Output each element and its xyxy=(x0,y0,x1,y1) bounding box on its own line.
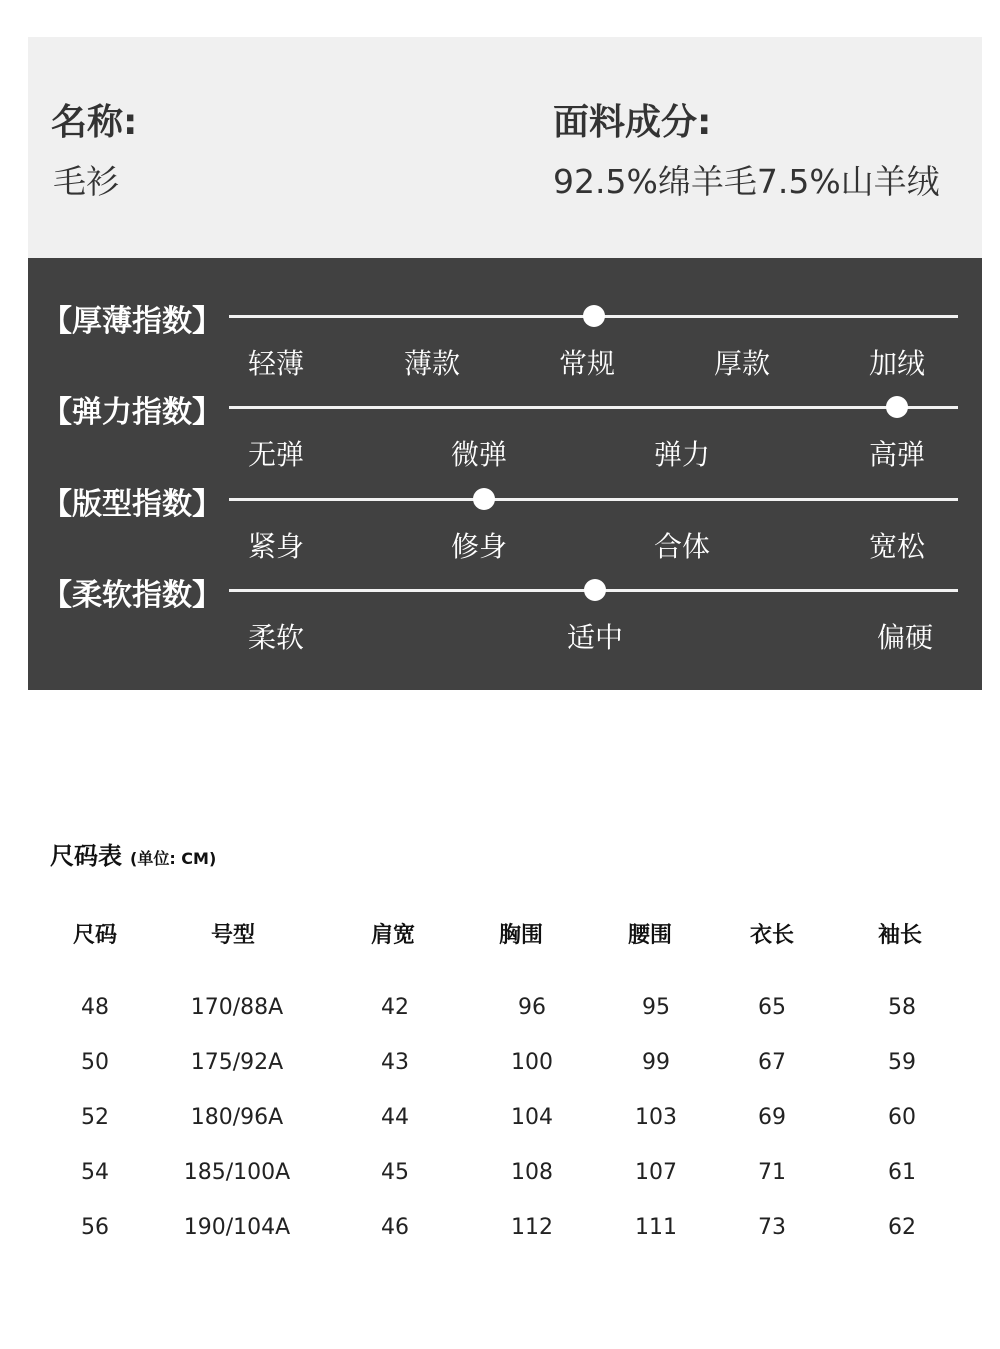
table-cell: 50 xyxy=(81,1050,109,1075)
index-option-label: 无弹 xyxy=(247,438,305,471)
index-option-label: 厚款 xyxy=(713,347,771,380)
index-option-label: 柔软 xyxy=(247,621,305,654)
index-slider-knob xyxy=(583,305,605,327)
index-option-label: 高弹 xyxy=(868,438,926,471)
table-cell: 58 xyxy=(888,995,916,1020)
index-option-label: 弹力 xyxy=(653,438,711,471)
table-cell: 73 xyxy=(758,1215,786,1240)
table-cell: 44 xyxy=(381,1105,409,1130)
table-cell: 48 xyxy=(81,995,109,1020)
table-cell: 45 xyxy=(381,1160,409,1185)
index-title: 【版型指数】 xyxy=(42,487,222,522)
name-label: 名称: xyxy=(51,102,138,143)
index-option-label: 合体 xyxy=(653,530,711,563)
size-table-title xyxy=(50,836,216,871)
index-slider-track xyxy=(229,498,958,501)
size-table-unit: (单位: CM) xyxy=(130,849,217,868)
table-cell: 59 xyxy=(888,1050,916,1075)
table-cell: 111 xyxy=(635,1215,677,1240)
table-column-header: 肩宽 xyxy=(370,923,416,948)
fabric-value: 92.5%绵羊毛7.5%山羊绒 xyxy=(553,162,940,201)
table-cell: 95 xyxy=(642,995,670,1020)
index-option-label: 常规 xyxy=(558,347,616,380)
table-cell: 96 xyxy=(518,995,546,1020)
table-cell: 107 xyxy=(635,1160,677,1185)
fabric-label: 面料成分: xyxy=(553,102,712,143)
table-cell: 190/104A xyxy=(183,1215,291,1240)
index-option-label: 微弹 xyxy=(450,438,508,471)
table-cell: 65 xyxy=(758,995,786,1020)
table-cell: 112 xyxy=(511,1215,553,1240)
table-cell: 52 xyxy=(81,1105,109,1130)
index-option-label: 薄款 xyxy=(403,347,461,380)
index-option-label: 加绒 xyxy=(868,347,926,380)
table-cell: 71 xyxy=(758,1160,786,1185)
table-cell: 56 xyxy=(81,1215,109,1240)
table-cell: 67 xyxy=(758,1050,786,1075)
table-cell: 100 xyxy=(511,1050,553,1075)
index-title: 【柔软指数】 xyxy=(42,578,222,613)
table-cell: 108 xyxy=(511,1160,553,1185)
table-cell: 99 xyxy=(642,1050,670,1075)
index-option-label: 紧身 xyxy=(247,530,305,563)
product-index-panel xyxy=(28,258,982,690)
table-cell: 43 xyxy=(381,1050,409,1075)
index-title: 【厚薄指数】 xyxy=(42,304,222,339)
table-cell: 185/100A xyxy=(183,1160,291,1185)
table-cell: 103 xyxy=(635,1105,677,1130)
table-cell: 175/92A xyxy=(190,1050,284,1075)
table-cell: 104 xyxy=(511,1105,553,1130)
table-column-header: 袖长 xyxy=(877,923,923,948)
table-column-header: 号型 xyxy=(210,923,256,948)
index-title: 【弹力指数】 xyxy=(42,395,222,430)
product-info-panel xyxy=(28,37,982,258)
table-cell: 180/96A xyxy=(190,1105,284,1130)
table-cell: 61 xyxy=(888,1160,916,1185)
table-column-header: 胸围 xyxy=(498,923,544,948)
table-cell: 170/88A xyxy=(190,995,284,1020)
index-option-label: 宽松 xyxy=(868,530,926,563)
table-cell: 46 xyxy=(381,1215,409,1240)
index-slider-knob xyxy=(886,396,908,418)
index-option-label: 偏硬 xyxy=(876,621,934,654)
index-option-label: 轻薄 xyxy=(247,347,305,380)
table-cell: 62 xyxy=(888,1215,916,1240)
table-cell: 69 xyxy=(758,1105,786,1130)
index-option-label: 修身 xyxy=(450,530,508,563)
table-cell: 54 xyxy=(81,1160,109,1185)
table-cell: 60 xyxy=(888,1105,916,1130)
table-cell: 42 xyxy=(381,995,409,1020)
table-column-header: 腰围 xyxy=(627,923,673,948)
name-value: 毛衫 xyxy=(53,162,119,201)
index-slider-track xyxy=(229,406,958,409)
index-slider-knob xyxy=(584,579,606,601)
size-table-heading: 尺码表 xyxy=(50,842,122,870)
index-slider-knob xyxy=(473,488,495,510)
table-column-header: 衣长 xyxy=(749,923,795,948)
table-column-header: 尺码 xyxy=(72,923,118,948)
index-option-label: 适中 xyxy=(566,621,624,654)
